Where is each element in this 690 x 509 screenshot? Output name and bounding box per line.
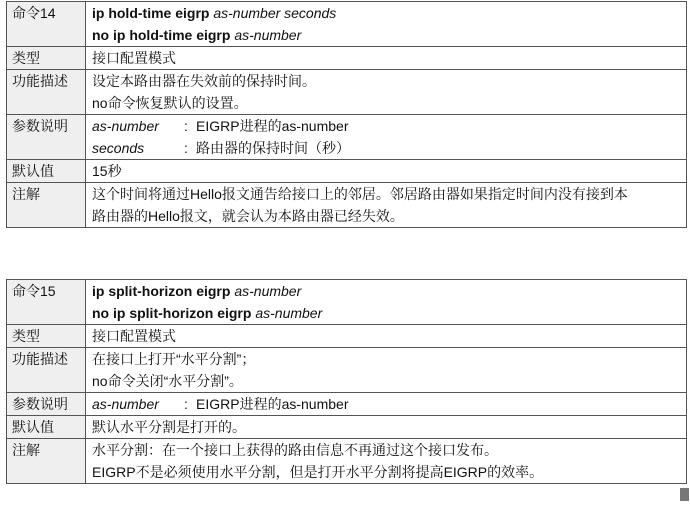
default-label: 默认值 xyxy=(7,160,86,183)
note-row xyxy=(7,439,687,484)
default-value: 默认水平分割是打开的。 xyxy=(86,416,687,439)
syntax-argument: as-number seconds xyxy=(213,5,337,21)
parameter-label: 参数说明 xyxy=(7,115,86,160)
parameter-label: 参数说明 xyxy=(7,393,86,416)
command-14-table xyxy=(6,1,687,228)
command-row xyxy=(7,280,687,325)
function-line: no命令关闭“水平分割”。 xyxy=(92,373,243,389)
parameter-item xyxy=(92,137,681,159)
type-row xyxy=(7,47,687,70)
no-syntax-keyword: no ip hold-time eigrp xyxy=(92,27,231,43)
parameter-name: as-number xyxy=(92,118,159,134)
function-row xyxy=(7,348,687,393)
function-row xyxy=(7,70,687,115)
note-line: 水平分割：在一个接口上获得的路由信息不再通过这个接口发布。 xyxy=(92,442,498,458)
note-text xyxy=(86,183,687,228)
scrollbar-thumb[interactable] xyxy=(680,488,689,501)
parameter-name: as-number xyxy=(92,396,159,412)
function-description xyxy=(86,348,687,393)
parameter-description xyxy=(86,393,687,416)
function-line: 在接口上打开“水平分割”； xyxy=(92,351,256,367)
parameter-item xyxy=(92,393,681,415)
note-label: 注解 xyxy=(7,439,86,484)
no-syntax-keyword: no ip split-horizon eigrp xyxy=(92,305,252,321)
function-line: 设定本路由器在失效前的保持时间。 xyxy=(92,73,316,89)
function-label: 功能描述 xyxy=(7,348,86,393)
syntax-argument: as-number xyxy=(234,283,302,299)
parameter-separator: : xyxy=(184,118,188,134)
no-syntax-argument: as-number xyxy=(234,27,302,43)
type-value: 接口配置模式 xyxy=(86,325,687,348)
syntax-keyword: ip hold-time eigrp xyxy=(92,5,210,21)
function-label: 功能描述 xyxy=(7,70,86,115)
parameter-row xyxy=(7,115,687,160)
note-line: 这个时间将通过Hello报文通告给接口上的邻居。邻居路由器如果指定时间内没有接到本 xyxy=(92,186,628,202)
command-syntax xyxy=(86,280,687,325)
default-value: 15秒 xyxy=(86,160,687,183)
default-label: 默认值 xyxy=(7,416,86,439)
note-line: EIGRP不是必须使用水平分割，但是打开水平分割将提高EIGRP的效率。 xyxy=(92,464,544,480)
syntax-keyword: ip split-horizon eigrp xyxy=(92,283,231,299)
parameter-name: seconds xyxy=(92,140,145,156)
type-label: 类型 xyxy=(7,325,86,348)
note-text xyxy=(86,439,687,484)
parameter-separator: : xyxy=(184,140,188,156)
function-line: no命令恢复默认的设置。 xyxy=(92,95,248,111)
command-15-table xyxy=(6,279,687,484)
type-row xyxy=(7,325,687,348)
type-label: 类型 xyxy=(7,47,86,70)
note-row xyxy=(7,183,687,228)
parameter-item xyxy=(92,115,681,137)
parameter-detail: EIGRP进程的as-number xyxy=(196,396,349,412)
default-row xyxy=(7,160,687,183)
note-label: 注解 xyxy=(7,183,86,228)
command-syntax xyxy=(86,2,687,47)
parameter-description xyxy=(86,115,687,160)
command-label: 命令14 xyxy=(7,2,86,47)
command-row xyxy=(7,2,687,47)
function-description xyxy=(86,70,687,115)
parameter-row xyxy=(7,393,687,416)
parameter-separator: : xyxy=(184,396,188,412)
default-row xyxy=(7,416,687,439)
parameter-detail: 路由器的保持时间（秒） xyxy=(196,140,350,156)
parameter-detail: EIGRP进程的as-number xyxy=(196,118,349,134)
note-line: 路由器的Hello报文，就会认为本路由器已经失效。 xyxy=(92,208,404,224)
no-syntax-argument: as-number xyxy=(255,305,323,321)
type-value: 接口配置模式 xyxy=(86,47,687,70)
command-label: 命令15 xyxy=(7,280,86,325)
